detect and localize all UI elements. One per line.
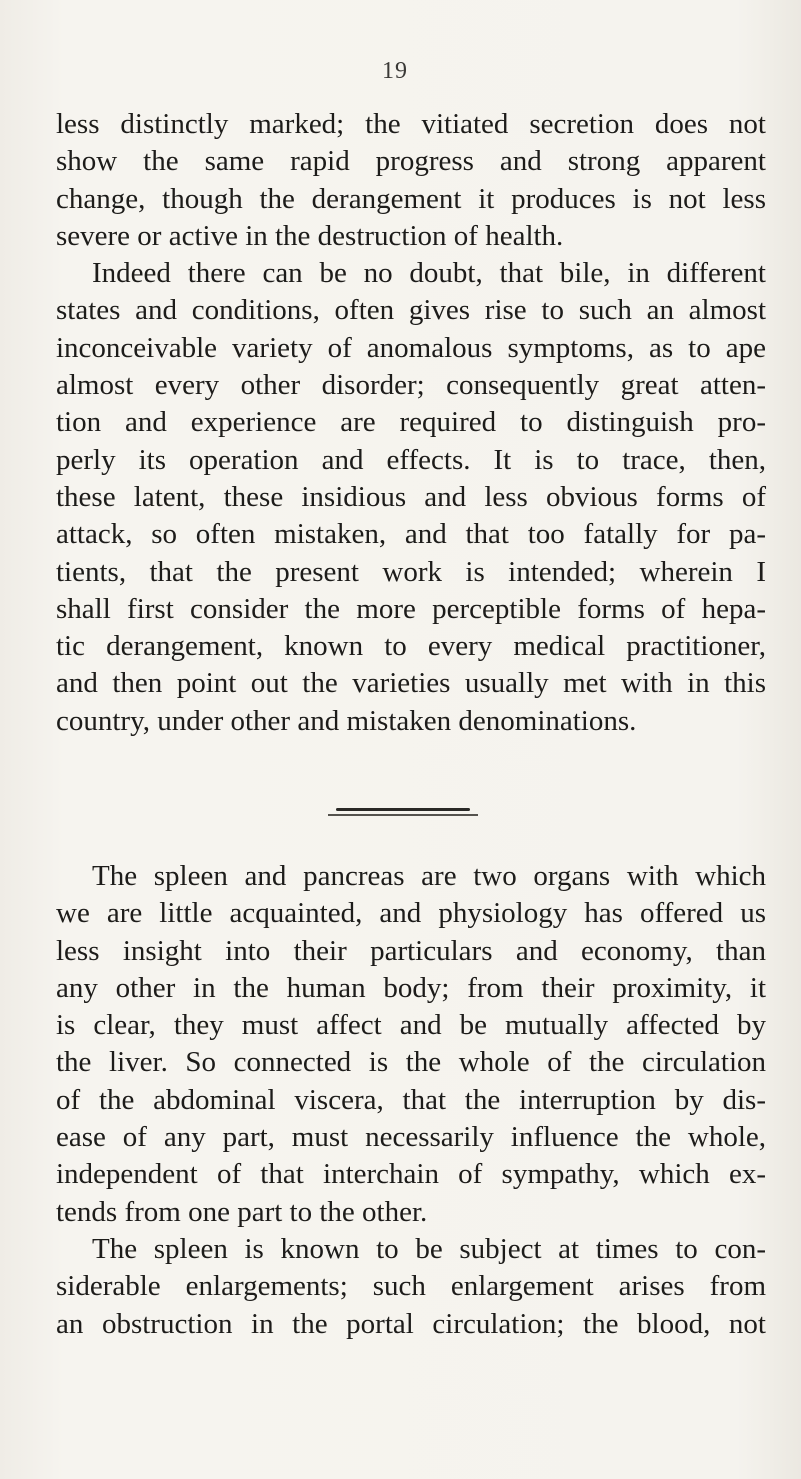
text-section-spleen xyxy=(56,858,766,1343)
text-line: ease of any part, must necessarily influence the whole, xyxy=(56,1121,766,1154)
text-line: the liver. So connected is the whole of the circulation xyxy=(56,1046,766,1079)
paragraph-start-line: The spleen and pancreas are two organs with which xyxy=(92,860,766,892)
text-section-liver xyxy=(56,106,766,740)
text-line: states and conditions, often gives rise to such an almost xyxy=(56,294,766,327)
text-line: shall first consider the more perceptible forms of hepa- xyxy=(56,592,766,625)
text-line: severe or active in the destruction of health. xyxy=(56,219,564,252)
text-line: siderable enlargements; such enlargement arises from xyxy=(56,1270,766,1303)
paragraph-start-line: The spleen is known to be subject at times to con- xyxy=(92,1232,766,1265)
text-line: independent of that interchain of sympathy, which ex- xyxy=(56,1158,766,1191)
text-line: tients, that the present work is intended; wherein I xyxy=(56,555,766,588)
text-line: inconceivable variety of anomalous symptoms, as to ape xyxy=(56,331,766,364)
text-line: less distinctly marked; the vitiated secretion does not xyxy=(56,108,766,140)
paragraph-start-line: Indeed there can be no doubt, that bile, in different xyxy=(92,257,766,290)
text-line: an obstruction in the portal circulation; the blood, not xyxy=(56,1307,766,1340)
text-line: tends from one part to the other. xyxy=(56,1195,428,1228)
text-line: show the same rapid progress and strong apparent xyxy=(56,145,766,178)
text-line: country, under other and mistaken denominations. xyxy=(56,704,637,737)
text-line: any other in the human body; from their proximity, it xyxy=(56,971,766,1004)
text-line: is clear, they must affect and be mutually affected by xyxy=(56,1009,766,1042)
text-line: perly its operation and effects. It is to trace, then, xyxy=(56,443,766,476)
page-number: 19 xyxy=(382,58,408,84)
text-line: tic derangement, known to every medical practitioner, xyxy=(56,630,766,663)
divider-thin-rule xyxy=(328,814,478,816)
divider-thick-rule xyxy=(336,808,470,811)
text-line: these latent, these insidious and less obvious forms of xyxy=(56,480,766,513)
text-line: almost every other disorder; consequently great atten- xyxy=(56,369,766,402)
text-line: of the abdominal viscera, that the interruption by dis- xyxy=(56,1083,766,1116)
text-line: we are little acquainted, and physiology has offered us xyxy=(56,897,766,930)
text-line: and then point out the varieties usually met with in this xyxy=(56,667,766,700)
text-line: attack, so often mistaken, and that too fatally for pa- xyxy=(56,518,766,551)
text-line: change, though the derangement it produces is not less xyxy=(56,182,766,215)
text-line: tion and experience are required to distinguish pro- xyxy=(56,406,766,439)
section-divider xyxy=(328,808,478,818)
text-line: less insight into their particulars and economy, than xyxy=(56,934,766,967)
